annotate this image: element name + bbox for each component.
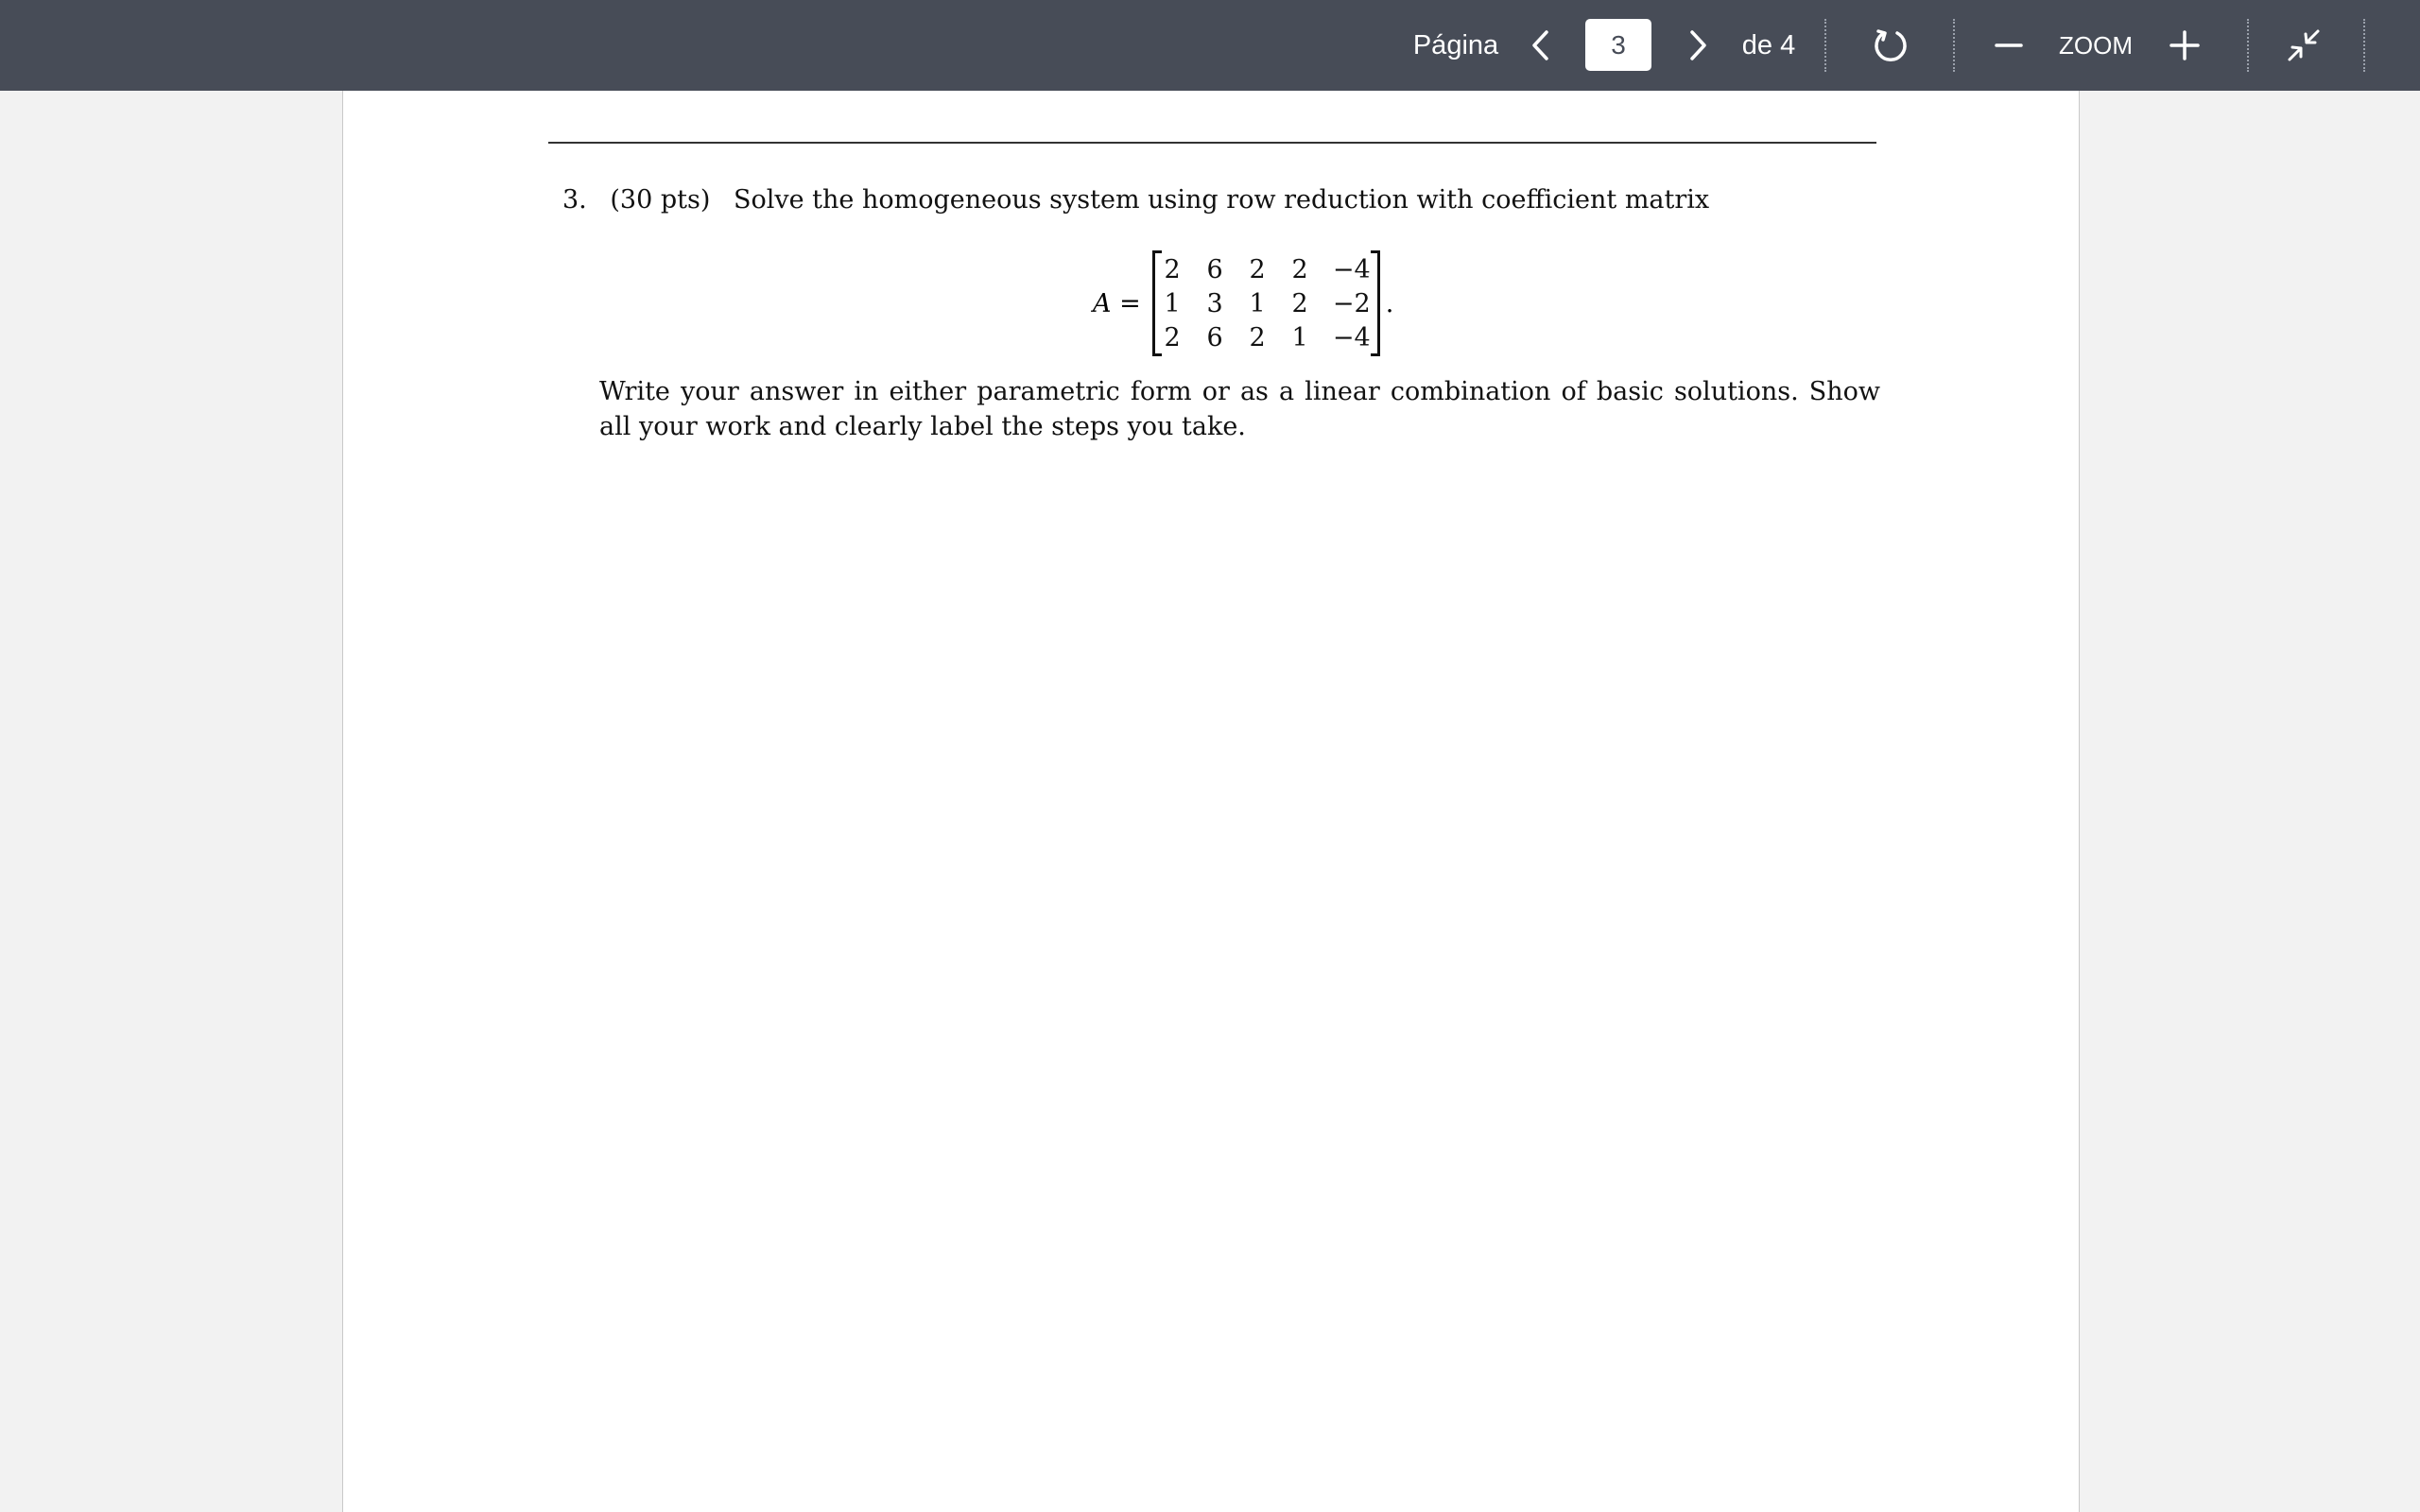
matrix-left-bracket <box>1152 250 1162 356</box>
zoom-in-button[interactable] <box>2161 0 2208 91</box>
zoom-label: ZOOM <box>2059 30 2133 60</box>
document-page <box>342 91 2080 1512</box>
problem-points: (30 pts) <box>610 185 711 215</box>
viewer-toolbar <box>0 0 2420 91</box>
matrix-cell: 2 <box>1249 254 1266 284</box>
coefficient-matrix <box>1162 252 1371 354</box>
matrix-lhs <box>1093 289 1141 318</box>
zoom-out-button[interactable] <box>1985 0 2032 91</box>
matrix-period: . <box>1385 288 1394 318</box>
toolbar-separator <box>1824 19 1826 72</box>
matrix-cell: 2 <box>1291 288 1308 318</box>
matrix-cell: 2 <box>1291 254 1308 284</box>
matrix-name: A <box>1093 288 1112 318</box>
matrix-cell: 3 <box>1206 288 1223 318</box>
matrix-cell: 1 <box>1164 288 1181 318</box>
equals-sign: = <box>1119 288 1141 318</box>
answer-instructions: Write your answer in either parametric form or as a linear combination of basic solutions. Show all your work and clearly label the steps you take. <box>599 377 1880 441</box>
plus-icon <box>2169 29 2201 61</box>
matrix-cell: 6 <box>1206 322 1223 352</box>
matrix-cell: −4 <box>1332 254 1371 284</box>
problem-statement <box>562 185 1709 215</box>
matrix-cell: 2 <box>1249 322 1266 352</box>
matrix-cell: 2 <box>1164 254 1181 284</box>
previous-page-button[interactable] <box>1520 0 1562 91</box>
matrix-cell: 2 <box>1164 322 1181 352</box>
toolbar-separator <box>1953 19 1955 72</box>
matrix-right-bracket <box>1371 250 1380 356</box>
minus-icon <box>1994 30 2024 60</box>
rotate-icon <box>1871 26 1910 65</box>
matrix-cell: −4 <box>1332 322 1371 352</box>
toolbar-separator <box>2247 19 2249 72</box>
page-label: Página <box>1412 29 1499 60</box>
problem-prompt: Solve the homogeneous system using row reduction with coefficient matrix <box>733 185 1710 215</box>
rotate-button[interactable] <box>1867 0 1914 91</box>
matrix-cell: −2 <box>1332 288 1371 318</box>
toolbar-separator <box>2363 19 2365 72</box>
total-pages-label: de 4 <box>1741 29 1796 60</box>
chevron-left-icon <box>1530 28 1552 62</box>
matrix-cell: 6 <box>1206 254 1223 284</box>
problem-number: 3. <box>562 185 587 215</box>
matrix-cell: 1 <box>1249 288 1266 318</box>
collapse-icon <box>2286 27 2322 63</box>
page-number-input[interactable] <box>1585 19 1651 71</box>
fit-page-button[interactable] <box>2280 0 2327 91</box>
next-page-button[interactable] <box>1677 0 1719 91</box>
matrix-cell: 1 <box>1291 322 1308 352</box>
chevron-right-icon <box>1686 28 1709 62</box>
header-rule <box>548 142 1876 144</box>
matrix-equation <box>1093 249 1393 357</box>
